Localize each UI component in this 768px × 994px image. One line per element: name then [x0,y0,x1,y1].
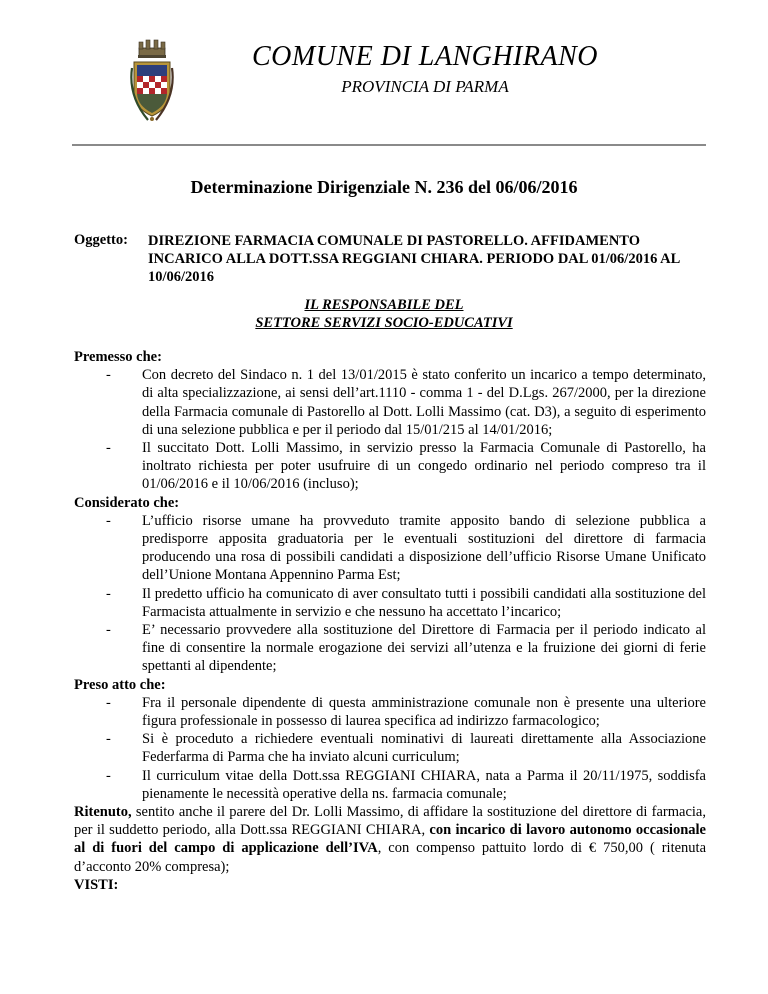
ritenuto-text-1: sentito anche il parere del Dr. Lolli Massimo, di affidare la sostituzione del direttore di farmacia, per il suddetto periodo, alla Dott.ssa REGGIANI CHIARA, [74,804,706,839]
ritenuto-text-2: , con compenso pattuito lordo di € 750,00 ( ritenuta d’acconto 20% compresa); [74,840,707,875]
list-item [74,621,706,676]
determination-title: Determinazione Dirigenziale N. 236 del 06/06/2016 [190,177,578,197]
list-item [74,585,706,621]
list-item-text: L’ufficio risorse umane ha provveduto tramite apposito bando di selezione pubblica a predisporre apposita graduatoria per le eventuali sostituzioni del direttore di farmacia producendo una rosa di possibili candidati a disposizione dell’ufficio Risorse Umane Unificato dell’Unione Montana Appennino Parma Est; [142,512,706,584]
letterhead [190,40,660,98]
list-item-text: Il predetto ufficio ha comunicato di aver consultato tutti i possibili candidati alla sostituzione del Farmacista attualmente in servizio e che nessuno ha accettato l’incarico; [142,585,706,620]
responsible-line-1: IL RESPONSABILE DEL [304,297,464,313]
bullet-dash: - [106,694,111,711]
ritenuto-lead: Ritenuto, [74,804,132,821]
responsible-line-2: SETTORE SERVIZI SOCIO-EDUCATIVI [255,315,513,331]
list-item-text: Con decreto del Sindaco n. 1 del 13/01/2015 è stato conferito un incarico a tempo determinato, di alta specializzazione, ai sensi dell’art.1110 - comma 1 - del D.Lgs. 267/2000, per la direzione della Farmacia comunale di Pastorello al Dott. Lolli Massimo (cat. D3), a seguito di esperimento di una selezione pubblica e per il periodo dal 15/01/215 al 14/01/2016; [142,367,706,438]
list-item [74,694,706,730]
bullet-dash: - [106,767,111,784]
ritenuto-paragraph [74,803,706,876]
list-item [74,730,706,766]
coat-of-arms-icon [128,38,176,124]
list-item [74,767,706,803]
section-heading-premesso: Premesso che: [74,349,162,365]
section-heading-considerato: Considerato che: [74,494,180,511]
bullet-dash: - [106,585,111,602]
bullet-dash: - [106,440,111,457]
responsible-heading [0,296,768,332]
header-divider [72,144,706,146]
subject-label: Oggetto: [74,232,128,248]
list-item-text: Il succitato Dott. Lolli Massimo, in servizio presso la Farmacia Comunale di Pastorello, ha inoltrato richiesta per poter usufruire di un congedo ordinario nel periodo compreso tra il 01/06/2016 e il 10/06/2016 (incluso); [142,440,706,493]
list-item-text: Il curriculum vitae della Dott.ssa REGGIANI CHIARA, nata a Parma il 20/11/1975, soddisfa pienamente le necessità operative della ns. farmacia comunale; [142,767,706,802]
list-item [74,512,706,585]
bullet-dash: - [106,731,111,748]
bullet-dash: - [106,367,111,384]
list-item [74,366,706,439]
bullet-dash: - [106,512,111,529]
province-name: PROVINCIA DI PARMA [341,77,509,96]
bullet-dash: - [106,622,111,639]
list-item-text: E’ necessario provvedere alla sostituzione del Direttore di Farmacia per il periodo indicato al fine di consentire la normale erogazione dei servizi all’utenza e la fruizione dei giorni di ferie spettanti al dipendente; [142,622,706,675]
section-heading-visti: VISTI: [74,876,119,893]
list-item [74,439,706,494]
town-name: COMUNE DI LANGHIRANO [252,41,598,72]
subject-text: DIREZIONE FARMACIA COMUNALE DI PASTORELLO. AFFIDAMENTO INCARICO ALLA DOTT.SSA REGGIANI CHIARA. PERIODO DAL 01/06/2016 AL 10/06/2016 [148,233,680,285]
list-item-text: Fra il personale dipendente di questa amministrazione comunale non è presente una ulteriore figura professionale in possesso di laurea specifica ad indirizzo farmacologico; [142,694,706,730]
section-heading-preso-atto: Preso atto che: [74,676,166,693]
ritenuto-bold-text: con incarico di lavoro autonomo occasionale al di fuori del campo di applicazione dell’IVA [74,822,706,857]
document-body [74,348,706,894]
list-item-text: Si è proceduto a richiedere eventuali nominativi di laureati direttamente alla Associazione Federfarma di Parma che ha inviato alcuni curriculum; [142,731,706,766]
